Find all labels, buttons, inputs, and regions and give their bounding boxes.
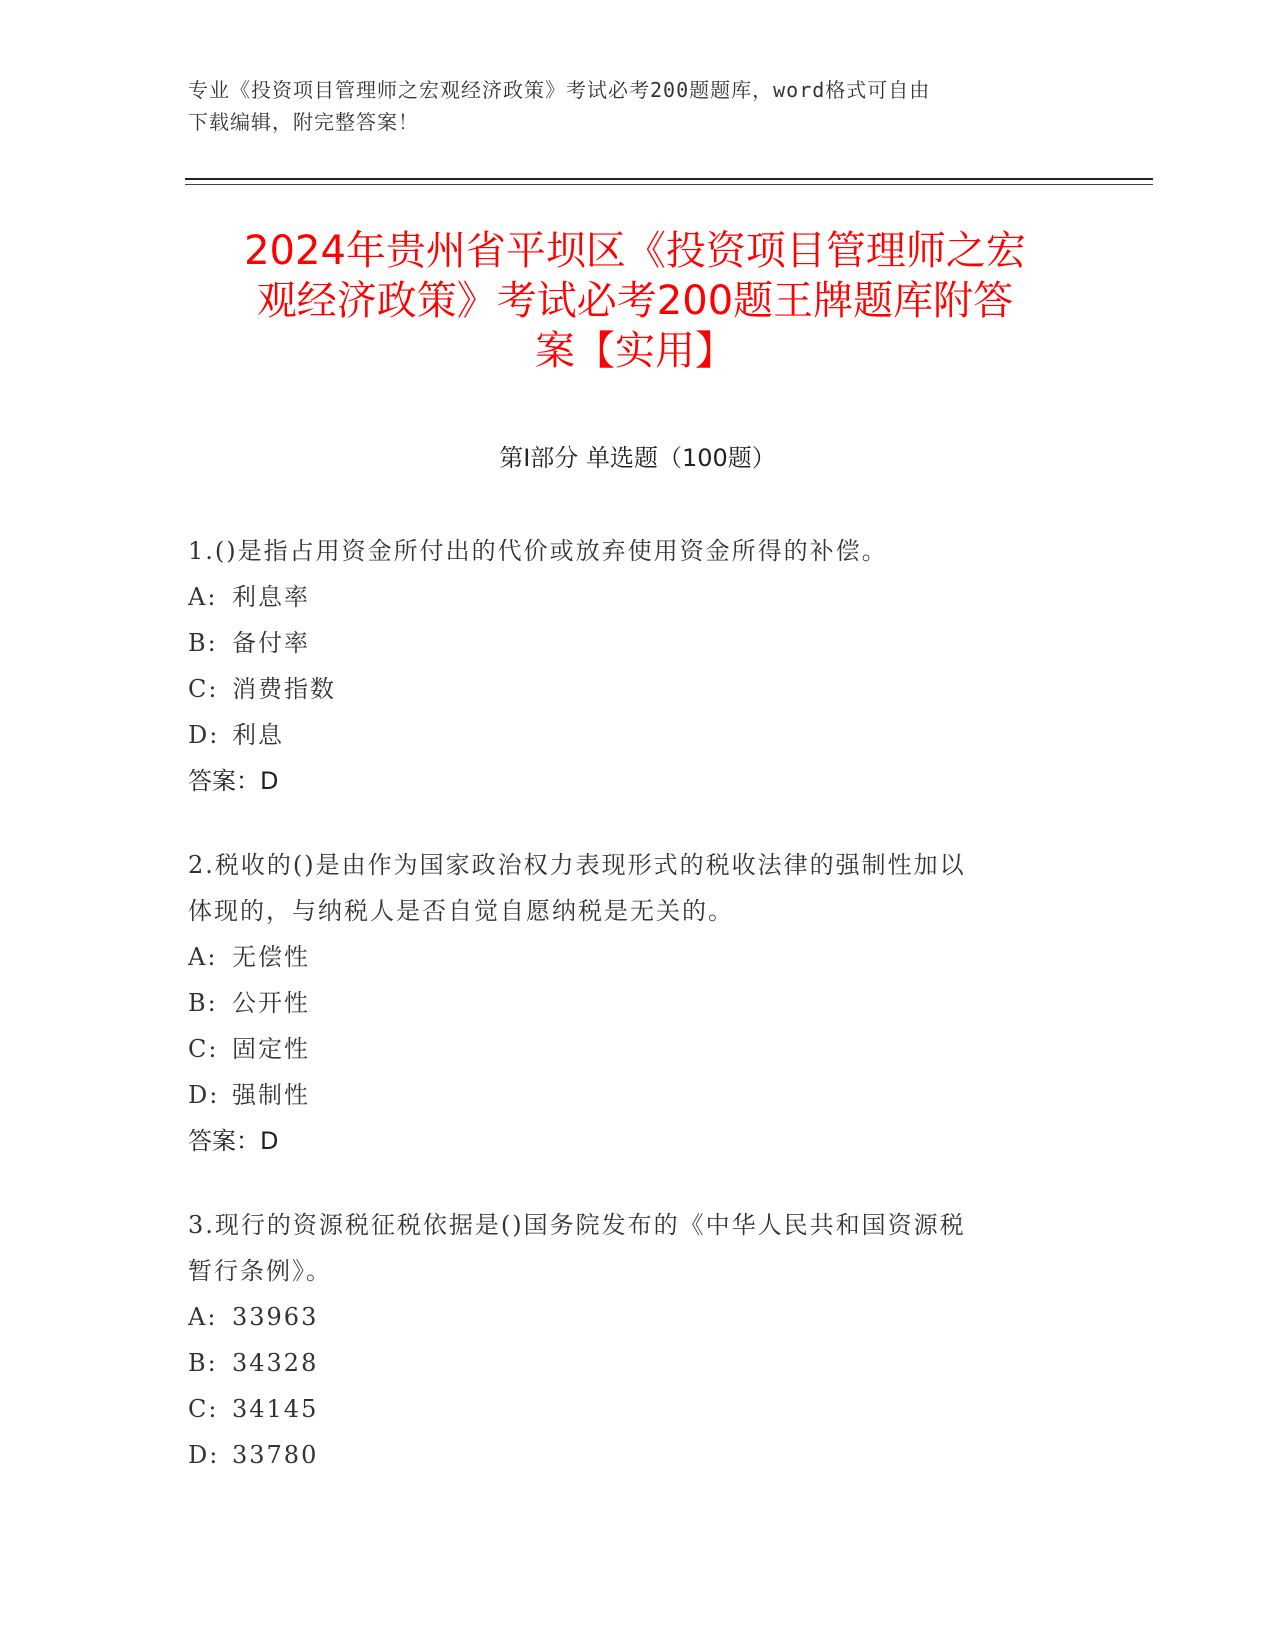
option-text: 34328 [232, 1349, 319, 1377]
option-text: 备付率 [232, 629, 310, 657]
option-a [188, 1294, 1068, 1340]
title-line1: 2024年贵州省平坝区《投资项目管理师之宏 [244, 228, 1026, 274]
stem-line2: 暂行条例》。 [188, 1257, 332, 1285]
option-key: C: [188, 1035, 219, 1063]
option-b [188, 980, 1068, 1026]
option-text: 无偿性 [232, 943, 310, 971]
option-b [188, 1340, 1068, 1386]
answer-line: 答案：D [188, 1127, 279, 1155]
option-key: B: [188, 1349, 218, 1377]
option-a [188, 574, 1068, 620]
option-key: C: [188, 675, 219, 703]
header-note [188, 74, 1068, 138]
option-key: B: [188, 629, 218, 657]
option-d [188, 712, 1068, 758]
option-text: 消费指数 [232, 675, 336, 703]
option-d [188, 1072, 1068, 1118]
question-stem [188, 842, 1068, 934]
option-text: 公开性 [232, 989, 310, 1017]
option-key: B: [188, 989, 218, 1017]
option-text: 34145 [232, 1395, 319, 1423]
header-divider-thick [185, 178, 1153, 180]
option-a [188, 934, 1068, 980]
header-divider-thin [185, 184, 1153, 185]
option-text: 利息 [232, 721, 284, 749]
question-3 [188, 1202, 1068, 1478]
title-line2: 观经济政策》考试必考200题王牌题库附答 [256, 278, 1014, 324]
option-key: A: [188, 583, 218, 611]
option-b [188, 620, 1068, 666]
option-text: 利息率 [232, 583, 310, 611]
stem-line1: 2.税收的()是由作为国家政治权力表现形式的税收法律的强制性加以 [188, 851, 966, 879]
question-2 [188, 842, 1068, 1164]
option-key: D: [188, 721, 220, 749]
question-1 [188, 528, 1068, 804]
option-key: A: [188, 943, 218, 971]
title-line3: 案【实用】 [535, 328, 735, 374]
option-c [188, 1026, 1068, 1072]
option-key: A: [188, 1303, 218, 1331]
document-title [170, 226, 1100, 376]
question-stem [188, 1202, 1068, 1294]
option-text: 33780 [232, 1441, 319, 1469]
question-stem [188, 528, 1068, 574]
stem-line2: 体现的，与纳税人是否自觉自愿纳税是无关的。 [188, 897, 734, 925]
option-c [188, 666, 1068, 712]
option-d [188, 1432, 1068, 1478]
option-text: 强制性 [232, 1081, 310, 1109]
stem-line1: 3.现行的资源税征税依据是()国务院发布的《中华人民共和国资源税 [188, 1211, 966, 1239]
answer-line: 答案：D [188, 767, 279, 795]
option-c [188, 1386, 1068, 1432]
option-key: D: [188, 1081, 220, 1109]
option-key: D: [188, 1441, 220, 1469]
option-text: 固定性 [232, 1035, 310, 1063]
option-text: 33963 [232, 1303, 319, 1331]
section-title: 第Ⅰ部分 单选题（100题） [499, 444, 776, 472]
header-note-line2: 下载编辑，附完整答案！ [188, 110, 419, 134]
header-note-line1: 专业《投资项目管理师之宏观经济政策》考试必考200题题库，word格式可自由 [188, 78, 931, 102]
question-list [188, 528, 1068, 1516]
stem-line1: 1.()是指占用资金所付出的代价或放弃使用资金所得的补偿。 [188, 537, 888, 565]
option-key: C: [188, 1395, 219, 1423]
